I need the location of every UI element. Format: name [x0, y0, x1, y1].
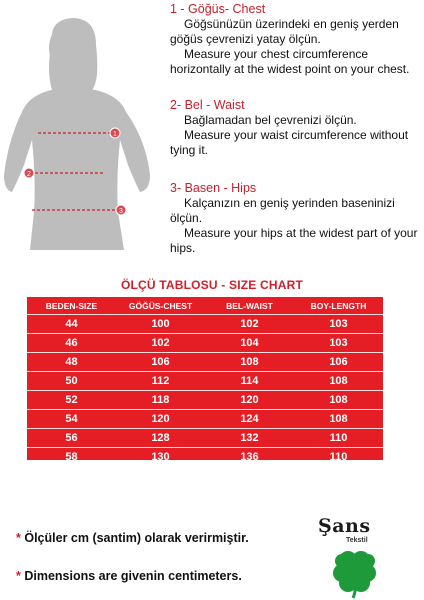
note-marker: *: [16, 531, 21, 545]
brand-logo: [318, 515, 378, 544]
marker-2: [24, 168, 34, 178]
table-cell: 112: [116, 372, 205, 391]
marker-1: [110, 128, 120, 138]
note-units-tr: [16, 531, 249, 545]
table-row: [27, 372, 383, 391]
table-cell: 124: [205, 410, 294, 429]
instruction-heading: 3- Basen - Hips: [170, 181, 257, 195]
table-cell: 100: [116, 315, 205, 334]
table-cell: 44: [27, 315, 116, 334]
size-chart-title: ÖLÇÜ TABLOSU - SIZE CHART: [120, 278, 304, 292]
table-cell: 108: [205, 353, 294, 372]
table-cell: 58: [65, 451, 78, 463]
column-header: GÖĞÜS-CHEST: [116, 297, 205, 315]
table-cell: 108: [294, 372, 383, 391]
table-cell: 120: [116, 410, 205, 429]
table-row: [27, 353, 383, 372]
instruction-hips: [170, 181, 420, 256]
instruction-text-tr: Göğsünüzün üzerindeki en geniş yerden göğüs çevrenizi yatay ölçün.: [170, 17, 399, 46]
table-cell: 118: [116, 391, 205, 410]
table-cell: 132: [205, 429, 294, 448]
table-cell: 136: [240, 451, 259, 463]
instruction-text-en: Measure your hips at the widest part of your hips.: [170, 226, 418, 255]
svg-text:2: 2: [27, 171, 31, 178]
table-cell: 46: [27, 334, 116, 353]
table-row: [27, 391, 383, 410]
instruction-heading: 2- Bel - Waist: [170, 98, 245, 112]
table-cell: 114: [205, 372, 294, 391]
table-cell: 106: [116, 353, 205, 372]
instruction-text-tr: Kalçanızın en geniş yerinden baseninizi ölçün.: [170, 196, 395, 225]
table-cell: 50: [27, 372, 116, 391]
svg-text:1: 1: [113, 131, 117, 138]
column-header: BEL-WAIST: [205, 297, 294, 315]
table-cell: 120: [205, 391, 294, 410]
table-cell: 110: [294, 429, 383, 448]
column-header: BEDEN-SIZE: [27, 297, 116, 315]
table-cell: 56: [27, 429, 116, 448]
table-row: [27, 429, 383, 448]
table-cell: 108: [294, 391, 383, 410]
instruction-heading: 1 - Göğüs- Chest: [170, 2, 266, 16]
table-cell: 108: [294, 410, 383, 429]
table-cell: 103: [294, 315, 383, 334]
table-cell: 104: [205, 334, 294, 353]
table-cell: 106: [294, 353, 383, 372]
table-row: [27, 315, 383, 334]
note-text: Dimensions are givenin centimeters.: [24, 569, 242, 583]
table-cell: 52: [27, 391, 116, 410]
instruction-chest: [170, 2, 420, 77]
table-cell: 48: [27, 353, 116, 372]
clover-icon: [330, 547, 382, 599]
table-row: [27, 448, 383, 467]
note-text: Ölçüler cm (santim) olarak verirmiştir.: [24, 531, 249, 545]
table-cell: 103: [294, 334, 383, 353]
table-row: [27, 410, 383, 429]
table-cell: 54: [27, 410, 116, 429]
note-units-en: [16, 569, 242, 583]
brand-subtitle: Tekstil: [346, 537, 368, 544]
table-row: [27, 334, 383, 353]
table-cell: 102: [205, 315, 294, 334]
size-chart-table: [27, 297, 383, 463]
marker-3: [116, 205, 126, 215]
table-header-row: [27, 297, 383, 315]
instruction-text-en: Measure your chest circumference horizontally at the widest point on your chest.: [170, 47, 410, 76]
column-header: BOY-LENGTH: [294, 297, 383, 315]
instruction-waist: [170, 98, 420, 158]
table-cell: 110: [329, 451, 348, 463]
body-silhouette-figure: [0, 0, 165, 260]
svg-text:3: 3: [119, 208, 123, 215]
table-cell: 130: [151, 451, 170, 463]
instruction-text-en: Measure your waist circumference without tying it.: [170, 128, 409, 157]
brand-name: Şans: [318, 515, 371, 537]
table-cell: 102: [116, 334, 205, 353]
note-marker: *: [16, 569, 21, 583]
instruction-text-tr: Bağlamadan bel çevrenizi ölçün.: [184, 113, 357, 127]
table-cell: 128: [116, 429, 205, 448]
